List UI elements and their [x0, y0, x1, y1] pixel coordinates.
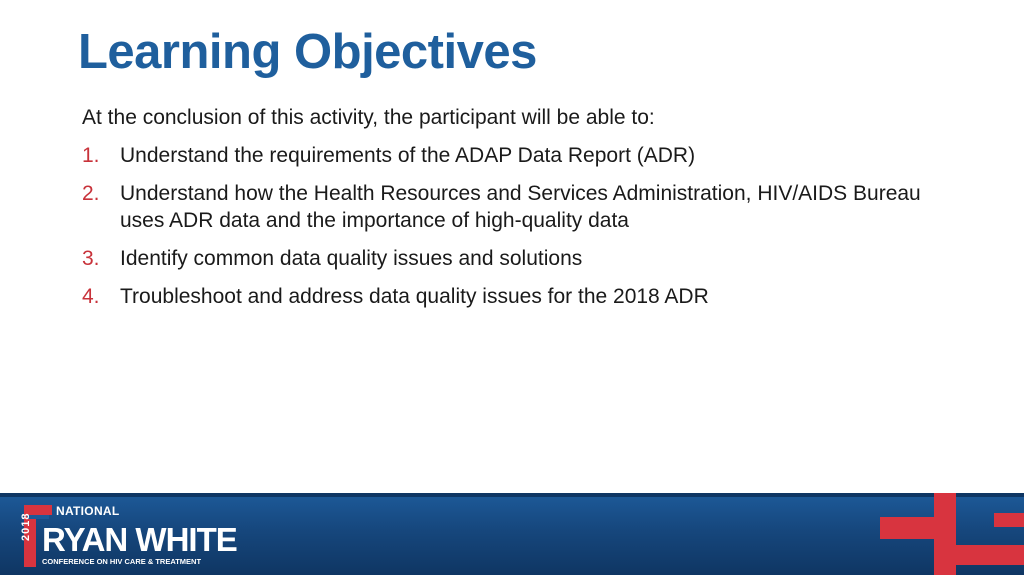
objective-item — [82, 180, 952, 234]
logo-conference: CONFERENCE ON HIV CARE & TREATMENT — [42, 557, 202, 566]
objective-text: Identify common data quality issues and solutions — [120, 247, 583, 270]
objective-number: 2. — [82, 182, 100, 205]
footer-banner — [0, 493, 1024, 575]
logo-ryan-white: RYAN WHITE — [42, 521, 237, 558]
objective-text: Troubleshoot and address data quality issues for the 2018 ADR — [120, 285, 709, 308]
slide-title: Learning Objectives — [78, 25, 537, 79]
deco-bar — [934, 493, 956, 575]
objective-text: Understand how the Health Resources and Services Administration, HIV/AIDS Bureau uses ADR data and the importance of high-quality data — [120, 182, 921, 232]
objective-number: 1. — [82, 144, 100, 167]
conference-logo — [18, 501, 237, 569]
objective-number: 3. — [82, 247, 100, 270]
deco-bar — [994, 513, 1024, 527]
objective-item — [82, 245, 952, 272]
objective-number: 4. — [82, 285, 100, 308]
objective-text: Understand the requirements of the ADAP Data Report (ADR) — [120, 144, 696, 167]
deco-bar — [956, 545, 1024, 565]
logo-year: 2018 — [20, 512, 32, 541]
objective-item — [82, 283, 952, 310]
decorative-cross-graphic — [874, 493, 1024, 575]
logo-national: NATIONAL — [56, 504, 120, 518]
objectives-list — [82, 142, 952, 321]
intro-text: At the conclusion of this activity, the participant will be able to: — [82, 106, 655, 129]
objective-item — [82, 142, 952, 169]
